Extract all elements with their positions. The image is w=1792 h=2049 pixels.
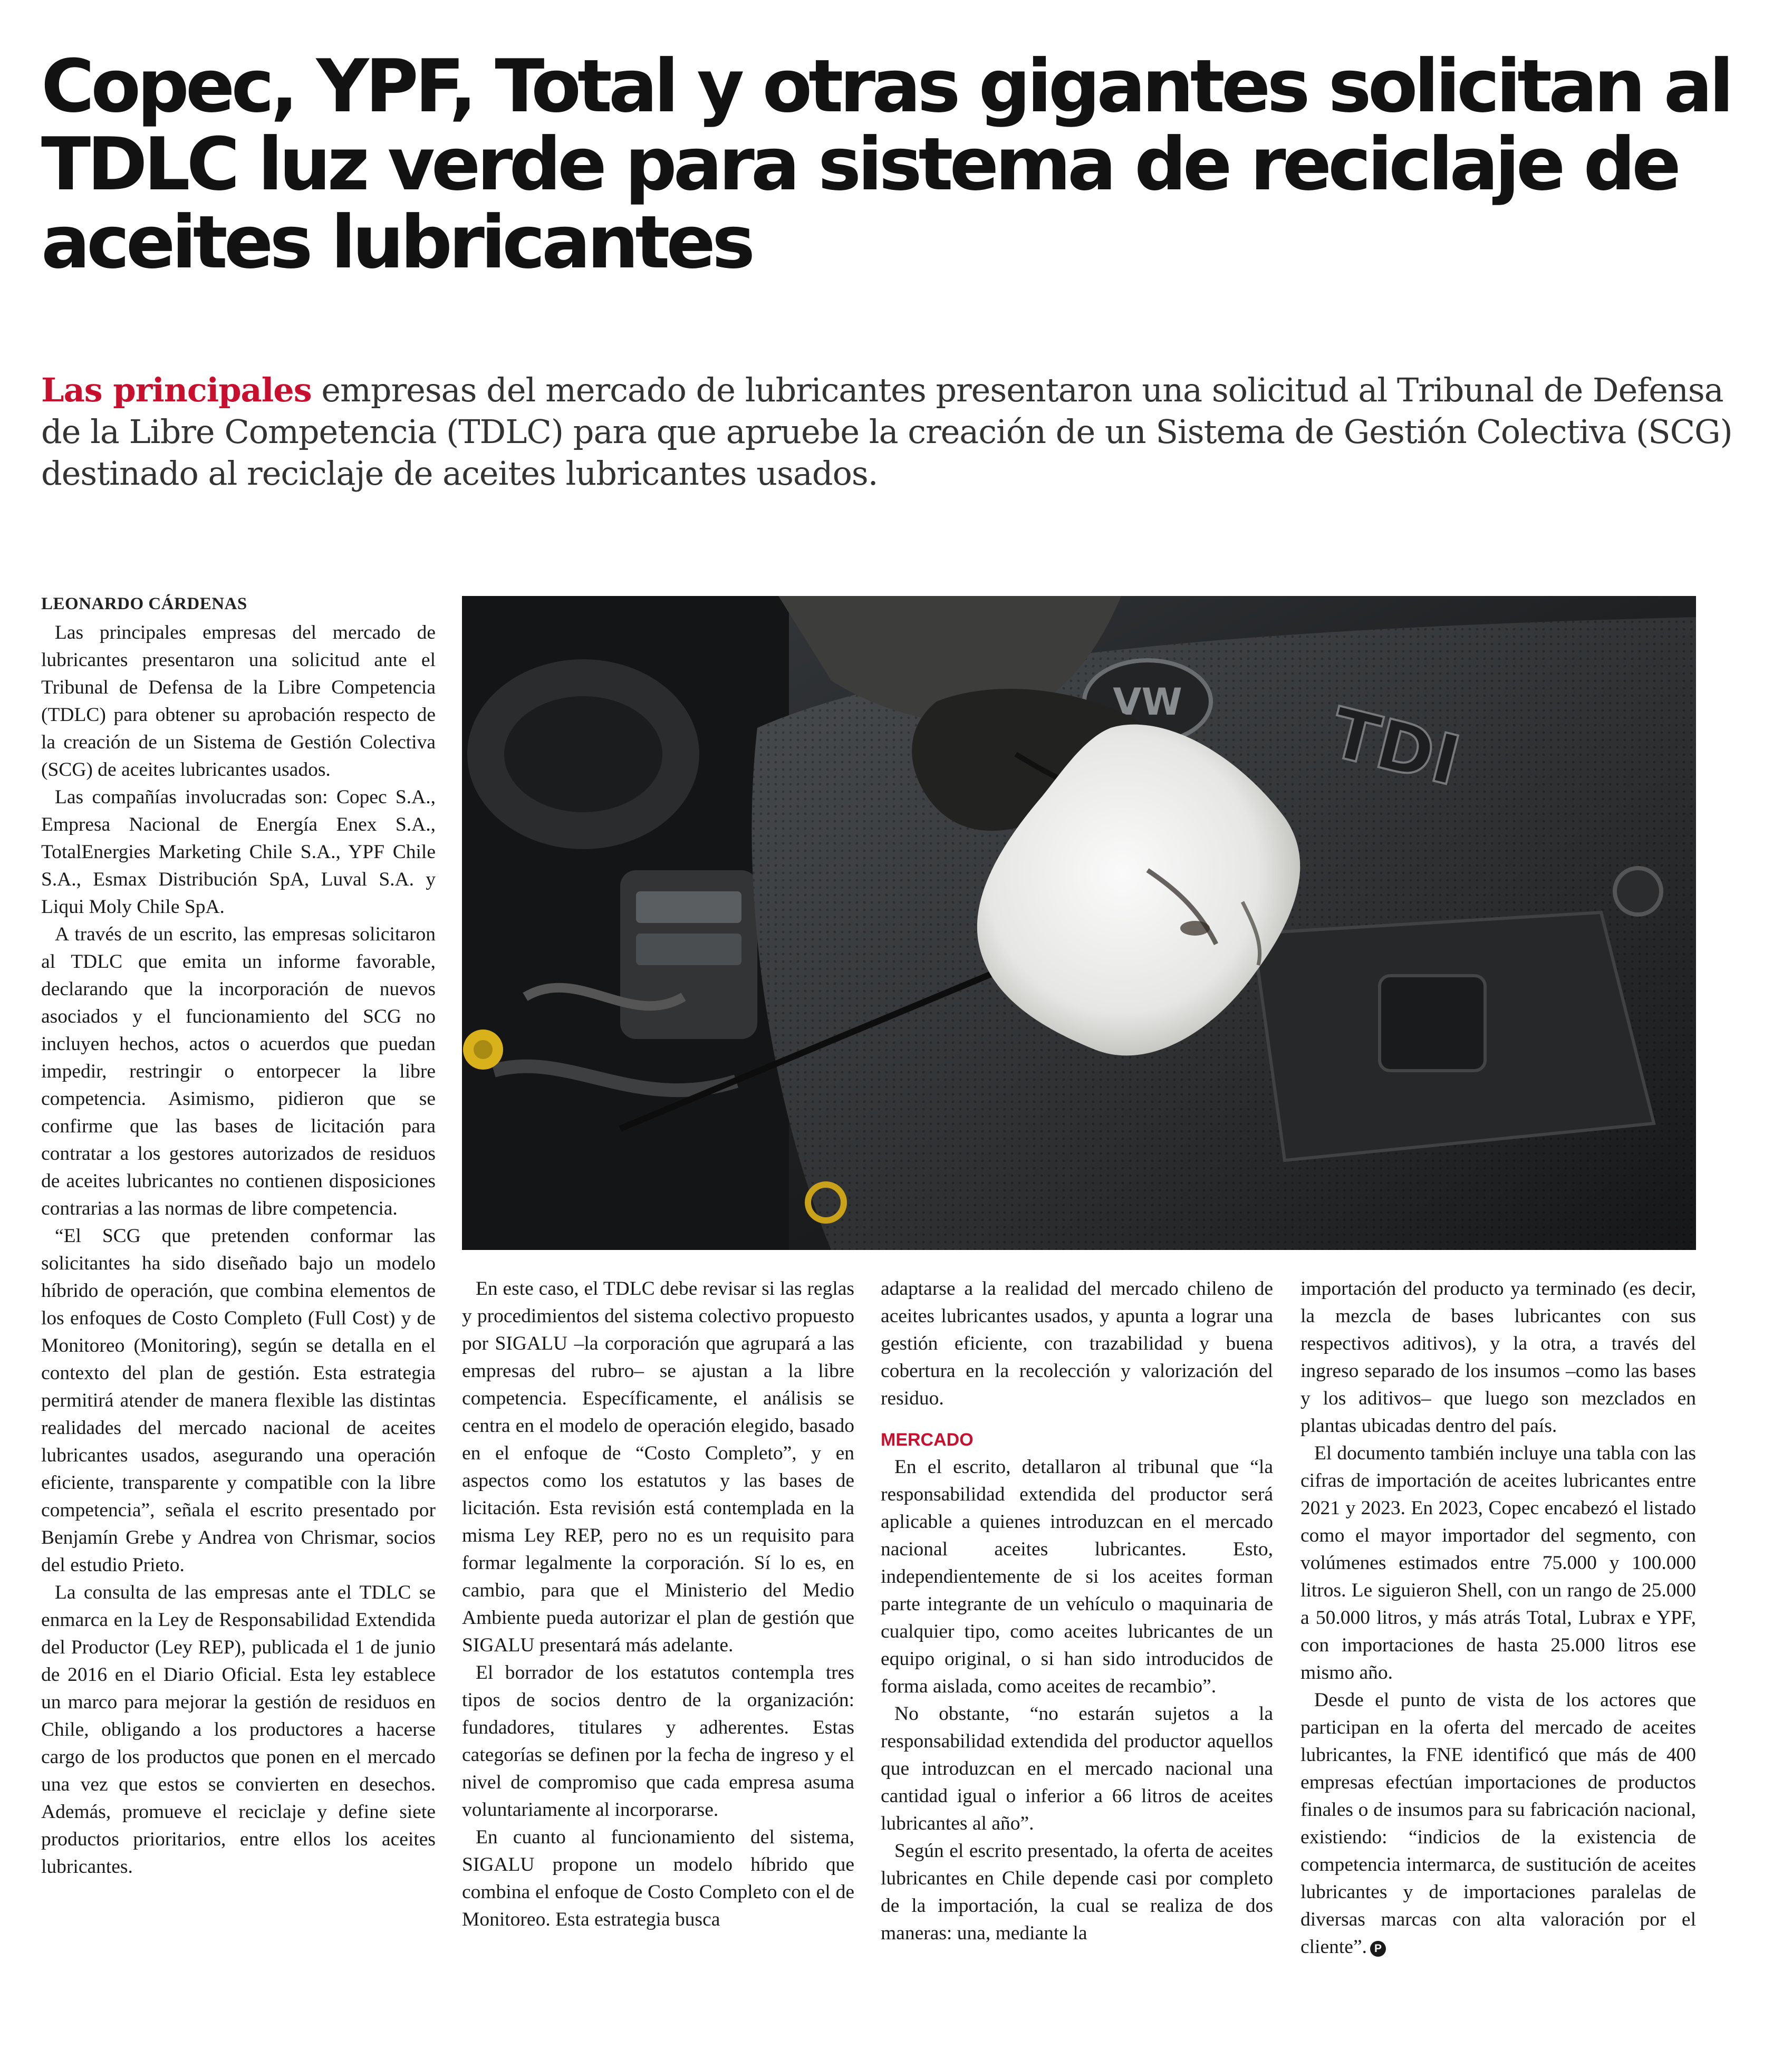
paragraph: Según el escrito presentado, la oferta de aceites lubricantes en Chile depende casi por completo de la importación, la cual se realiza de dos maneras: una, mediante la [881,1840,1273,1944]
lede-text: empresas del mercado de lubricantes presentaron una solicitud al Tribunal de Defensa de la Libre Competencia (TDLC) para que apruebe la creación de un Sistema de Gestión Colectiva (SCG) destinado al reciclaje de aceites lubricantes usados. [41,371,1732,493]
end-of-article-icon: P [1370,1941,1386,1957]
lede-kicker: Las principales [41,371,312,409]
paragraph [1300,1687,1696,1961]
paragraph: adaptarse a la realidad del mercado chileno de aceites lubricantes usados, y apunta a lograr una gestión eficiente, con trazabilidad y buena cobertura en la recolección y valorización del residuo. [881,1278,1273,1409]
paragraph: En este caso, el TDLC debe revisar si las reglas y procedimientos del sistema colectivo propuesto por SIGALU –la corporación que agrupará a las empresas del rubro– se ajustan a la libre competencia. Específicamente, el análisis se centra en el modelo de operación elegido, basado en el enfoque de “Costo Completo”, y en aspectos como los estatutos y las bases de licitación. Esta revisión está contemplada en la misma Ley REP, pero no es un requisito para formar legalmente la corporación. Sí lo es, en cambio, para que el Ministerio del Medio Ambiente pueda autorizar el plan de gestión que SIGALU presentará más adelante. [462,1278,854,1656]
svg-text:VW: VW [1113,680,1182,724]
paragraph: El documento también incluye una tabla con las cifras de importación de aceites lubricantes entre 2021 y 2023. En 2023, Copec encabezó el listado como el mayor importador del segmento, con volúmenes estimados entre 75.000 y 100.000 litros. Le siguieron Shell, con un rango de 25.000 a 50.000 litros, y más atrás Total, Lubrax e YPF, con importaciones de hasta 25.000 litros ese mismo año. [1300,1442,1696,1684]
paragraph: Las compañías involucradas son: Copec S.A., Empresa Nacional de Energía Enex S.A., TotalEnergies Marketing Chile S.A., YPF Chile S.A., Esmax Distribución SpA, Luval S.A. y Liqui Moly Chile SpA. [41,786,436,918]
paragraph: En el escrito, detallaron al tribunal que “la responsabilidad extendida del productor será aplicable a quienes introduzcan en el mercado nacional aceites lubricantes. Esto, independientemente de si los aceites forman parte integrante de un vehículo o maquinaria de cualquier tipo, como aceites lubricantes de un equipo original, o si han sido introducidos de forma aislada, como aceites de recambio”. [881,1456,1273,1697]
column-3 [881,1275,1273,1947]
paragraph: El borrador de los estatutos contempla tres tipos de socios dentro de la organización: fundadores, titulares y adherentes. Estas categorías se definen por la fecha de ingreso y el nivel de compromiso que cada empresa asuma voluntariamente al incorporarse. [462,1662,854,1821]
paragraph: No obstante, “no estarán sujetos a la responsabilidad extendida del productor aquellos que introduzcan en el mercado nacional una cantidad igual o inferior a 66 litros de aceites lubricantes al año”. [881,1703,1273,1834]
tdi-badge: TDI [1323,692,1468,802]
engine-photo [462,596,1696,1250]
column-1 [41,619,436,1881]
paragraph: “El SCG que pretenden conformar las solicitantes ha sido diseñado bajo un modelo híbrido de operación, que combina elementos de los enfoques de Costo Completo (Full Cost) y de Monitoreo (Monitoring), según se detalla en el contexto del plan de gestión. Esta estrategia permitirá atender de manera flexible las distintas realidades del mercado nacional de aceites lubricantes usados, asegurando una operación eficiente, transparente y compatible con la libre competencia”, señala el escrito presentado por Benjamín Grebe y Andrea von Chrismar, socios del estudio Prieto. [41,1225,436,1576]
engine-photo-illustration [462,596,1696,1250]
paragraph: En cuanto al funcionamiento del sistema, SIGALU propone un modelo híbrido que combina el enfoque de Costo Completo con el de Monitoreo. Esta estrategia busca [462,1826,854,1930]
paragraph: A través de un escrito, las empresas solicitaron al TDLC que emita un informe favorable, declarando que la incorporación de nuevos asociados y el funcionamiento del SCG no incluyen hechos, actos o acuerdos que puedan impedir, restringir o entorpecer la libre competencia. Asimismo, pidieron que se confirme que las bases de licitación para contratar a los gestores autorizados de residuos de aceites lubricantes no contienen disposiciones contrarias a las normas de libre competencia. [41,924,436,1219]
paragraph-text: Desde el punto de vista de los actores que participan en la oferta del mercado de aceites lubricantes, la FNE identificó que más de 400 empresas efectúan importaciones de productos finales o de insumos para su fabricación nacional, existiendo: “indicios de la existencia de competencia intermarca, de sustitución de aceites lubricantes y de importaciones paralelas de diversas marcas con alta valoración por el cliente”. [1300,1689,1696,1958]
article-lede [41,369,1739,494]
paragraph: Las principales empresas del mercado de lubricantes presentaron una solicitud ante el Tribunal de Defensa de la Libre Competencia (TDLC) para obtener su aprobación respecto de la creación de un Sistema de Gestión Colectiva (SCG) de aceites lubricantes usados. [41,622,436,781]
section-subhead-mercado: MERCADO [881,1430,974,1450]
column-4 [1300,1275,1696,1961]
column-2 [462,1275,854,1933]
byline: LEONARDO CÁRDENAS [41,594,247,613]
paragraph: importación del producto ya terminado (es decir, la mezcla de bases lubricantes con sus respectivos aditivos), y la otra, a través del ingreso separado de los insumos –como las bases y los aditivos– que luego son mezclados en plantas ubicadas dentro del país. [1300,1278,1696,1437]
article-headline: Copec, YPF, Total y otras gigantes solicitan al TDLC luz verde para sistema de reciclaje de aceites lubricantes [41,44,1731,285]
paragraph: La consulta de las empresas ante el TDLC se enmarca en la Ley de Responsabilidad Extendida del Productor (Ley REP), publicada el 1 de junio de 2016 en el Diario Oficial. Esta ley establece un marco para mejorar la gestión de residuos en Chile, obligando a los productores a hacerse cargo de los productos que ponen en el mercado una vez que estos se convierten en desechos. Además, promueve el reciclaje y define siete productos prioritarios, entre ellos los aceites lubricantes. [41,1582,436,1878]
